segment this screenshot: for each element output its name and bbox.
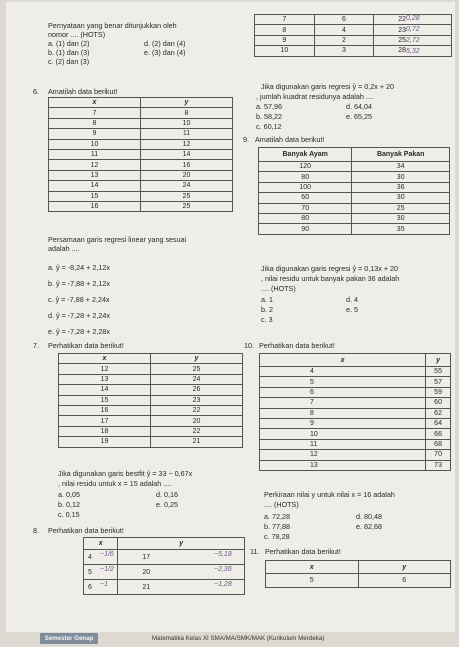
table-cell: 7 [49,108,141,118]
q8-header-x: x [84,538,118,550]
table-cell: 8 [141,108,233,118]
table-cell: 22 [151,426,243,436]
table-cell: 36 [352,182,450,192]
handwritten-note: −2,36 [214,566,232,573]
table-row [49,191,233,201]
table-row [260,450,451,460]
table-row [59,416,243,426]
table-cell: 6 [84,580,118,595]
q7-option-a[interactable]: a. 0,05 [58,490,80,499]
q6-header-y: y [141,98,233,108]
table-cell: 21 [151,437,243,447]
table-cell: 20 [151,416,243,426]
table-cell: 11 [49,149,141,159]
q8-option-d[interactable]: d. 64,04 [346,102,372,111]
table-cell: 15 [49,191,141,201]
table-cell: 25 [151,364,243,374]
q8-intro-line1: Jika digunakan garis regresi ŷ = 0,2x + 20 [261,82,395,91]
table-cell: 17 [59,416,151,426]
table-cell: 24 [151,374,243,384]
handwritten-note: −1,28 [214,581,232,588]
table-cell: 14 [141,149,233,159]
table-row [259,203,450,213]
table-cell: 20 [118,565,245,580]
q9-option-e[interactable]: e. 5 [346,305,358,314]
q8-option-c[interactable]: c. 60,12 [256,122,282,131]
q7-option-b[interactable]: b. 0,12 [58,500,80,509]
table-row [59,426,243,436]
table-row [259,172,450,182]
q5-stem-line2: nomor .... (HOTS) [48,30,106,39]
table-cell: 57 [426,377,451,387]
table-row [49,170,233,180]
q9-option-d[interactable]: d. 4 [346,295,358,304]
table-cell: 13 [49,170,141,180]
q9-caption-line2: , nilai residu untuk banyak pakan 36 adalah [261,274,400,283]
table-cell: 34 [352,162,450,172]
table-cell: 70 [426,450,451,460]
table-row [259,224,450,234]
table-cell: 16 [141,160,233,170]
q8-title: Perhatikan data berikut! [48,526,124,535]
table-row [59,364,243,374]
table-cell: 8 [255,25,315,35]
table-cell: 7 [260,398,426,408]
table-row [255,15,452,25]
q9-title: Amatilah data berikut! [255,135,325,144]
table-cell: 5 [260,377,426,387]
q6-caption-line2: adalah .... [48,244,80,253]
table-row [49,181,233,191]
table-cell: 59 [426,387,451,397]
q9-header-chickens: Banyak Ayam [259,148,352,162]
q5-stem-line1: Pernyataan yang benar ditunjukkan oleh [48,21,177,30]
table-cell: 80 [259,213,352,223]
q10-table [259,353,451,471]
table-cell: 66 [426,429,451,439]
table-cell: 19 [59,437,151,447]
table-cell: 10 [255,46,315,56]
table-row [259,182,450,192]
handwritten-note: −1/2 [100,566,114,573]
table-cell: 12 [260,450,426,460]
table-row [260,387,451,397]
q8-option-a[interactable]: a. 57,96 [256,102,282,111]
table-cell: 30 [352,213,450,223]
table-cell: 25 [141,201,233,211]
table-cell: 100 [259,182,352,192]
table-row [255,25,452,35]
table-cell: 62 [426,408,451,418]
table-row [59,385,243,395]
q9-option-a[interactable]: a. 1 [261,295,273,304]
table-row [255,35,452,45]
table-cell: 13 [260,460,426,470]
table-cell: 4 [260,367,426,377]
table-cell: 60 [259,193,352,203]
table-cell: 7 [255,15,315,25]
table-cell: 11 [260,439,426,449]
table-row [49,108,233,118]
table-row [266,574,451,588]
q6-table [48,97,233,212]
q10-option-a[interactable]: a. 72,28 [264,512,290,521]
q6-option-c[interactable]: c. ŷ = -7,88 + 2,24x [48,295,110,304]
table-row [260,439,451,449]
q10-option-d[interactable]: d. 80,48 [356,512,382,521]
semester-badge: Semester Genap [40,633,98,644]
table-row [59,374,243,384]
table-cell: 9 [49,129,141,139]
table-cell: 73 [426,460,451,470]
q5-option-c[interactable]: c. (2) dan (3) [48,57,90,66]
table-cell: 35 [352,224,450,234]
table-cell: 90 [259,224,352,234]
q11-table [265,560,451,588]
q5-option-e[interactable]: e. (3) dan (4) [144,48,186,57]
q10-title: Perhatikan data berikut! [259,341,335,350]
q6-option-d[interactable]: d. ŷ = -7,28 + 2,24x [48,311,110,320]
table-cell: 25 [352,203,450,213]
table-cell: 60 [426,398,451,408]
table-cell: 9 [255,35,315,45]
q10-option-c[interactable]: c. 78,28 [264,532,290,541]
handwritten-note: 5,32 [406,48,420,55]
table-cell: 17 [118,550,245,565]
table-row [59,395,243,405]
q10-option-e[interactable]: e. 82,68 [356,522,382,531]
table-cell: 12 [49,160,141,170]
worksheet-page [6,2,455,645]
table-row [49,149,233,159]
q9-option-b[interactable]: b. 2 [261,305,273,314]
table-cell: 5 [266,574,359,588]
q7-table [58,353,243,448]
table-cell: 8 [49,118,141,128]
table-cell: 4 [84,550,118,565]
q8-number: 8. [33,526,39,535]
q7-title: Perhatikan data berikut! [48,341,124,350]
q7-option-e[interactable]: e. 0,25 [156,500,178,509]
table-row [59,437,243,447]
handwritten-note: −1 [100,581,108,588]
q7-option-d[interactable]: d. 0,16 [156,490,178,499]
q8-intro-line2: , jumlah kuadrat residunya adalah .... [256,92,374,101]
table-cell: 10 [49,139,141,149]
q6-option-b[interactable]: b. ŷ = -7,88 + 2,12x [48,279,110,288]
q6-title: Amatilah data berikut! [48,87,118,96]
q9-header-feed: Banyak Pakan [352,148,450,162]
table-row [259,162,450,172]
handwritten-note: −5,18 [214,551,232,558]
table-cell: 64 [426,418,451,428]
table-row [260,418,451,428]
table-cell: 26 [151,385,243,395]
table-cell: 22 [151,405,243,415]
table-row [49,201,233,211]
table-row [260,429,451,439]
table-row [260,377,451,387]
table-cell: 8 [260,408,426,418]
q6-header-x: x [49,98,141,108]
table-cell: 120 [259,162,352,172]
handwritten-note: 0,72 [406,26,420,33]
table-cell: 22 [374,15,452,25]
q7-number: 7. [33,341,39,350]
q9-option-c[interactable]: c. 3 [261,315,273,324]
table-cell: 25 [374,35,452,45]
q8-header-y: y [118,538,245,550]
table-cell: 11 [141,129,233,139]
table-row [255,46,452,56]
q10-option-b[interactable]: b. 77,88 [264,522,290,531]
table-cell: 6 [260,387,426,397]
table-row [260,367,451,377]
q6-number: 6. [33,87,39,96]
table-cell: 21 [118,580,245,595]
table-row [260,408,451,418]
q10-header-y: y [426,354,451,367]
q7-caption-line1: Jika digunakan garis bestfit ŷ = 33 − 0,67x [58,469,193,478]
table-row [59,405,243,415]
q7-header-x: x [59,354,151,364]
q9-table [258,147,450,235]
table-cell: 24 [141,181,233,191]
table-cell: 18 [59,426,151,436]
table-cell: 25 [141,191,233,201]
table-cell: 3 [314,46,374,56]
footer-book-title: Matematika Kelas XI SMA/MA/SMK/MAK (Kurikulum Merdeka) [152,635,325,642]
q10-header-x: x [260,354,426,367]
table-row [259,213,450,223]
table-row [260,398,451,408]
table-cell: 6 [314,15,374,25]
top-right-table [254,14,452,57]
q9-caption-line1: Jika digunakan garis regresi ŷ = 0,13x + 20 [261,264,399,273]
table-cell: 12 [141,139,233,149]
table-cell: 30 [352,172,450,182]
table-cell: 6 [358,574,451,588]
table-cell: 68 [426,439,451,449]
table-cell: 70 [259,203,352,213]
q10-caption-line1: Perkiraan nilai y untuk nilai x = 16 adalah [264,490,395,499]
table-cell: 16 [49,201,141,211]
handwritten-note: 0,28 [406,15,420,22]
table-cell: 2 [314,35,374,45]
handwritten-note: −1/6 [100,551,114,558]
table-row [49,118,233,128]
table-cell: 28 [374,46,452,56]
table-cell: 4 [314,25,374,35]
q11-header-x: x [266,561,359,574]
table-cell: 9 [260,418,426,428]
table-cell: 55 [426,367,451,377]
q8-option-b[interactable]: b. 58,22 [256,112,282,121]
table-cell: 13 [59,374,151,384]
q11-header-y: y [358,561,451,574]
table-row [259,193,450,203]
table-row [49,129,233,139]
table-cell: 10 [260,429,426,439]
q6-option-e[interactable]: e. ŷ = -7,28 + 2,28x [48,327,110,336]
table-row [49,139,233,149]
q5-option-a[interactable]: a. (1) dan (2) [48,39,90,48]
q11-number: 11. [250,547,260,556]
table-cell: 15 [59,395,151,405]
q7-caption-line2: , nilai residu untuk x = 15 adalah .... [58,479,172,488]
q10-number: 10. [244,341,254,350]
table-cell: 5 [84,565,118,580]
q6-caption-line1: Persamaan garis regresi linear yang sesuai [48,235,187,244]
q7-header-y: y [151,354,243,364]
table-cell: 14 [49,181,141,191]
handwritten-note: 2,72 [406,37,420,44]
table-row [260,460,451,470]
q5-option-d[interactable]: d. (2) dan (4) [144,39,186,48]
table-cell: 10 [141,118,233,128]
q11-title: Perhatikan data berikut! [265,547,341,556]
table-cell: 30 [352,193,450,203]
table-cell: 23 [374,25,452,35]
table-cell: 12 [59,364,151,374]
table-cell: 23 [151,395,243,405]
q8-option-e[interactable]: e. 65,25 [346,112,372,121]
table-row [49,160,233,170]
q6-option-a[interactable]: a. ŷ = -8,24 + 2,12x [48,263,110,272]
table-cell: 16 [59,405,151,415]
q9-number: 9. [243,135,249,144]
table-cell: 20 [141,170,233,180]
table-cell: 14 [59,385,151,395]
q9-caption-line3: .... (HOTS) [261,284,296,293]
q7-option-c[interactable]: c. 0,15 [58,510,80,519]
q5-option-b[interactable]: b. (1) dan (3) [48,48,90,57]
table-cell: 80 [259,172,352,182]
q10-caption-line2: .... (HOTS) [264,500,299,509]
